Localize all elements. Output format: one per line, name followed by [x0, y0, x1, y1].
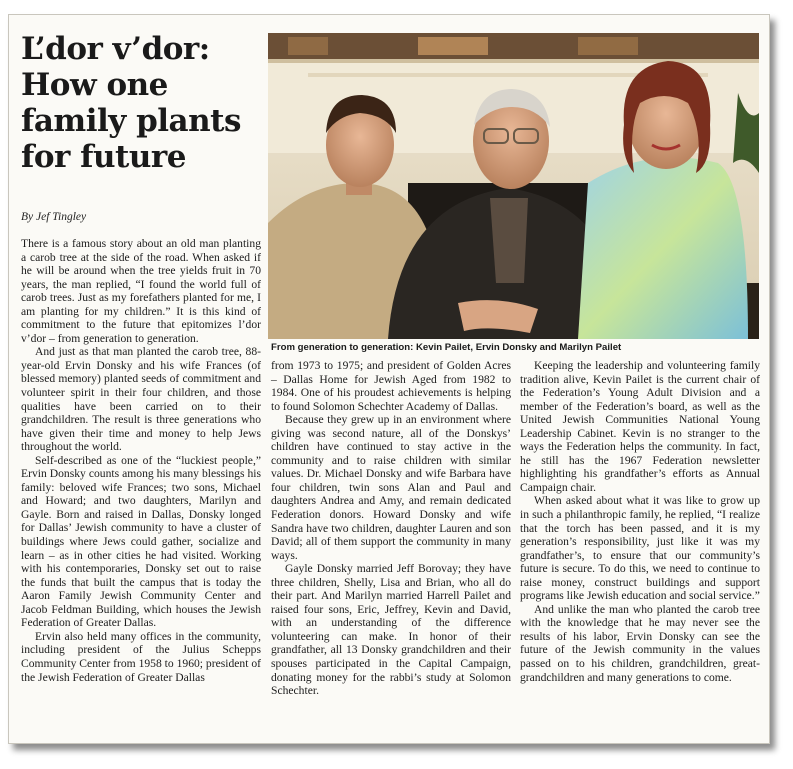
paragraph: Ervin also held many offices in the community, including president of the Julius Schepps Community Center from 1958 to 1960; president of the Jewish Federation of Greater Dallas [21, 629, 261, 684]
newspaper-clipping [8, 14, 770, 744]
paragraph: Because they grew up in an environment where giving was second nature, all of the Donskys’ children have continued to stay active in the community and to raise children with similar values. Dr. Michael Donsky and wife Barbara have four children, twin sons Alan and Paul and daughters Andrea and Amy, and remain dedicated Federation donors. Howard Donsky and wife Sandra have two children, daughter Lauren and son David; all of them support the community in many ways. [271, 413, 511, 562]
paragraph: There is a famous story about an old man planting a carob tree at the side of the road. When asked if he will be around when the tree yields fruit in 70 years, the man replied, “I found the world full of carob trees. Just as my forefathers planted for me, I am planting for my children.” It is this kind of commitment to the future that epitomizes l’dor v’dor – from generation to generation. [21, 237, 261, 345]
paragraph: from 1973 to 1975; and president of Golden Acres – Dallas Home for Jewish Aged from 1982 to 1984. One of his proudest achievements is helping to found Solomon Schechter Academy of Dallas. [271, 359, 511, 413]
paragraph: And unlike the man who planted the carob tree with the knowledge that he may never see the results of his labor, Ervin Donsky can see the future of the Jewish community in the values passed on to his children, grandchildren, great-grandchildren and many generations to come. [520, 602, 760, 684]
paragraph: Gayle Donsky married Jeff Borovay; they have three children, Shelly, Lisa and Brian, who all do their part. And Marilyn married Harrell Pailet and raised four sons, Eric, Jeffrey, Kevin and David, with an understanding of the difference volunteering can make. In honor of their grandfather, all 13 Donsky grandchildren and their spouses participated in the Capital Campaign, donating money for the rabbi’s study at Solomon Schechter. [271, 562, 511, 698]
article-column-2 [271, 359, 511, 698]
paragraph: Keeping the leadership and volunteering family tradition alive, Kevin Pailet is the current chair of the Federation’s Young Adult Division and a member of the Federation’s board, as well as the United Jewish Communities National Young Leadership Cabinet. Kevin is no stranger to the ways the Federation helps the community. In fact, he still has the 1967 Federation newsletter highlighting his grandfather’s efforts as Annual Campaign chair. [520, 359, 760, 494]
article-column-3 [520, 359, 760, 684]
photo-caption: From generation to generation: Kevin Pailet, Ervin Donsky and Marilyn Pailet [271, 342, 622, 353]
article-column-1 [21, 237, 261, 684]
paragraph: When asked about what it was like to grow up in such a philanthropic family, he replied, “I realize that the torch has been passed, and it is my generation’s responsibility, just like it was my grandfather’s, to ensure that our community’s future is secure. To do this, we need to continue to raise money, construct buildings and support programs like Jewish education and social service.” [520, 494, 760, 603]
paragraph: Self-described as one of the “luckiest people,” Ervin Donsky counts among his many blessings his family: beloved wife Frances; two sons, Michael and Howard; and two daughters, Marilyn and Gayle. Born and raised in Dallas, Donsky longed for Dallas’ Jewish community to have a cluster of buildings where Jews could gather, socialize and learn – as in other cities he had visited. Working with his contemporaries, Donsky set out to raise the funds that built the campus that is today the Aaron Family Jewish Community Center and Jacob Feldman Building, which houses the Jewish Federation of Greater Dallas. [21, 453, 261, 630]
marilyn-blouse [578, 157, 748, 339]
paragraph: And just as that man planted the carob tree, 88-year-old Ervin Donsky and his wife Frances (of blessed memory) planted seeds of commitment and volunteer spirit in their four children, and those qualities have been carried on to their grandchildren. The result is three generations who have given their time and money to help Jews throughout the world. [21, 345, 261, 454]
family-photo [268, 33, 759, 339]
article-byline: By Jef Tingley [21, 211, 87, 223]
article-headline: L’dor v’dor: How one family plants for future [21, 31, 241, 175]
